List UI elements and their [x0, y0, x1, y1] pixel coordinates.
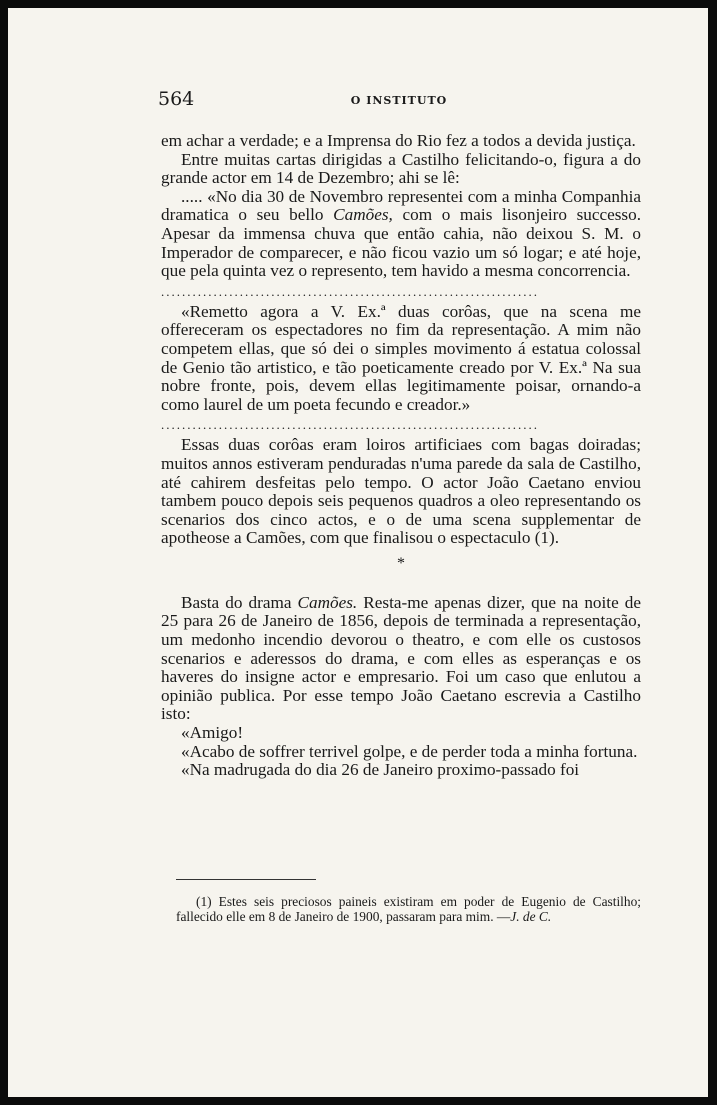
footnote-paragraph: [176, 894, 641, 925]
footnote-divider: [176, 879, 316, 880]
paragraph-9: «Na madrugada do dia 26 de Janeiro proximo-passado foi: [181, 760, 580, 780]
page-number: 564: [158, 88, 195, 110]
paragraph-3: [161, 188, 641, 281]
paragraph-6: [161, 594, 641, 724]
paragraph-3-text: ..... «No dia 30 de Novembro representei com a minha Companhia dramatica o seu bello: [161, 186, 641, 225]
paragraph-5: Essas duas corôas eram loiros artificiaes com bagas doiradas; muitos annos estiveram penduradas n'uma parede da sala de Castilho, até cahirem desfeitas pelo tempo. O actor João Caetano enviou tambem pouco depois seis pequenos quadros a oleo representando os scenarios dos cinco actos, e o de uma scena supplementar de apotheose a Camões, com que finalisou o espectaculo (1).: [161, 435, 641, 548]
paragraph-3-title: Camões,: [333, 205, 393, 225]
running-title: O INSTITUTO: [350, 94, 448, 107]
ellipsis-line-2: ........................................................................: [161, 419, 539, 432]
paragraph-4: «Remetto agora a V. Ex.ª duas corôas, que na scena me offereceram os espectadores no fim da representação. A mim não competem ellas, que só dei o simples movimento á estatua colossal de Genio tão artistico, e tão poeticamente creado por V. Ex.ª Na sua nobre fronte, pois, devem ellas legitimamente poisar, ornando-a como laurel de um poeta fecundo e creador.»: [161, 301, 641, 414]
footnote-text: (1) Estes seis preciosos paineis existiram em poder de Eugenio de Castilho; fallecido elle em 8 de Janeiro de 1900, passaram para mim. —: [176, 894, 641, 925]
paragraph-6-start: Basta do drama: [181, 592, 298, 612]
ellipsis-line-1: ........................................................................: [161, 285, 539, 298]
paragraph-7: «Amigo!: [181, 723, 244, 743]
page-header: [158, 88, 640, 116]
book-page: [8, 8, 708, 1097]
paragraph-6-end: Resta-me apenas dizer, que na noite de 25 para 26 de Janeiro de 1856, depois de terminada a representação, um medonho incendio devorou o theatro, e com elle os custosos scenarios e aderessos do drama, e com elles as esperanças e os haveres do insigne actor e empresario. Foi um caso que enlutou a opinião publica. Por esse tempo João Caetano escrevia a Castilho isto:: [161, 592, 641, 724]
section-separator: *: [397, 554, 405, 572]
paragraph-2: Entre muitas cartas dirigidas a Castilho felicitando-o, figura a do grande actor em 14 de Dezembro; ahi se lê:: [161, 149, 641, 188]
paragraph-3-end: com o mais lisonjeiro successo. Apesar da immensa chuva que então cahia, não deixou S. M. o Imperador de comparecer, e não ficou vazio um só logar; e até hoje, que pela quinta vez o represento, tem havido a mesma concorrencia.: [161, 205, 642, 281]
paragraph-8: «Acabo de soffrer terrivel golpe, e de perder toda a minha fortuna.: [181, 741, 638, 761]
paragraph-1: em achar a verdade; e a Imprensa do Rio fez a todos a devida justiça.: [161, 131, 636, 150]
body-text: [161, 132, 641, 780]
footnote-signature: J. de C.: [510, 909, 552, 925]
footnote: [176, 894, 641, 925]
paragraph-6-title: Camões.: [297, 592, 358, 612]
